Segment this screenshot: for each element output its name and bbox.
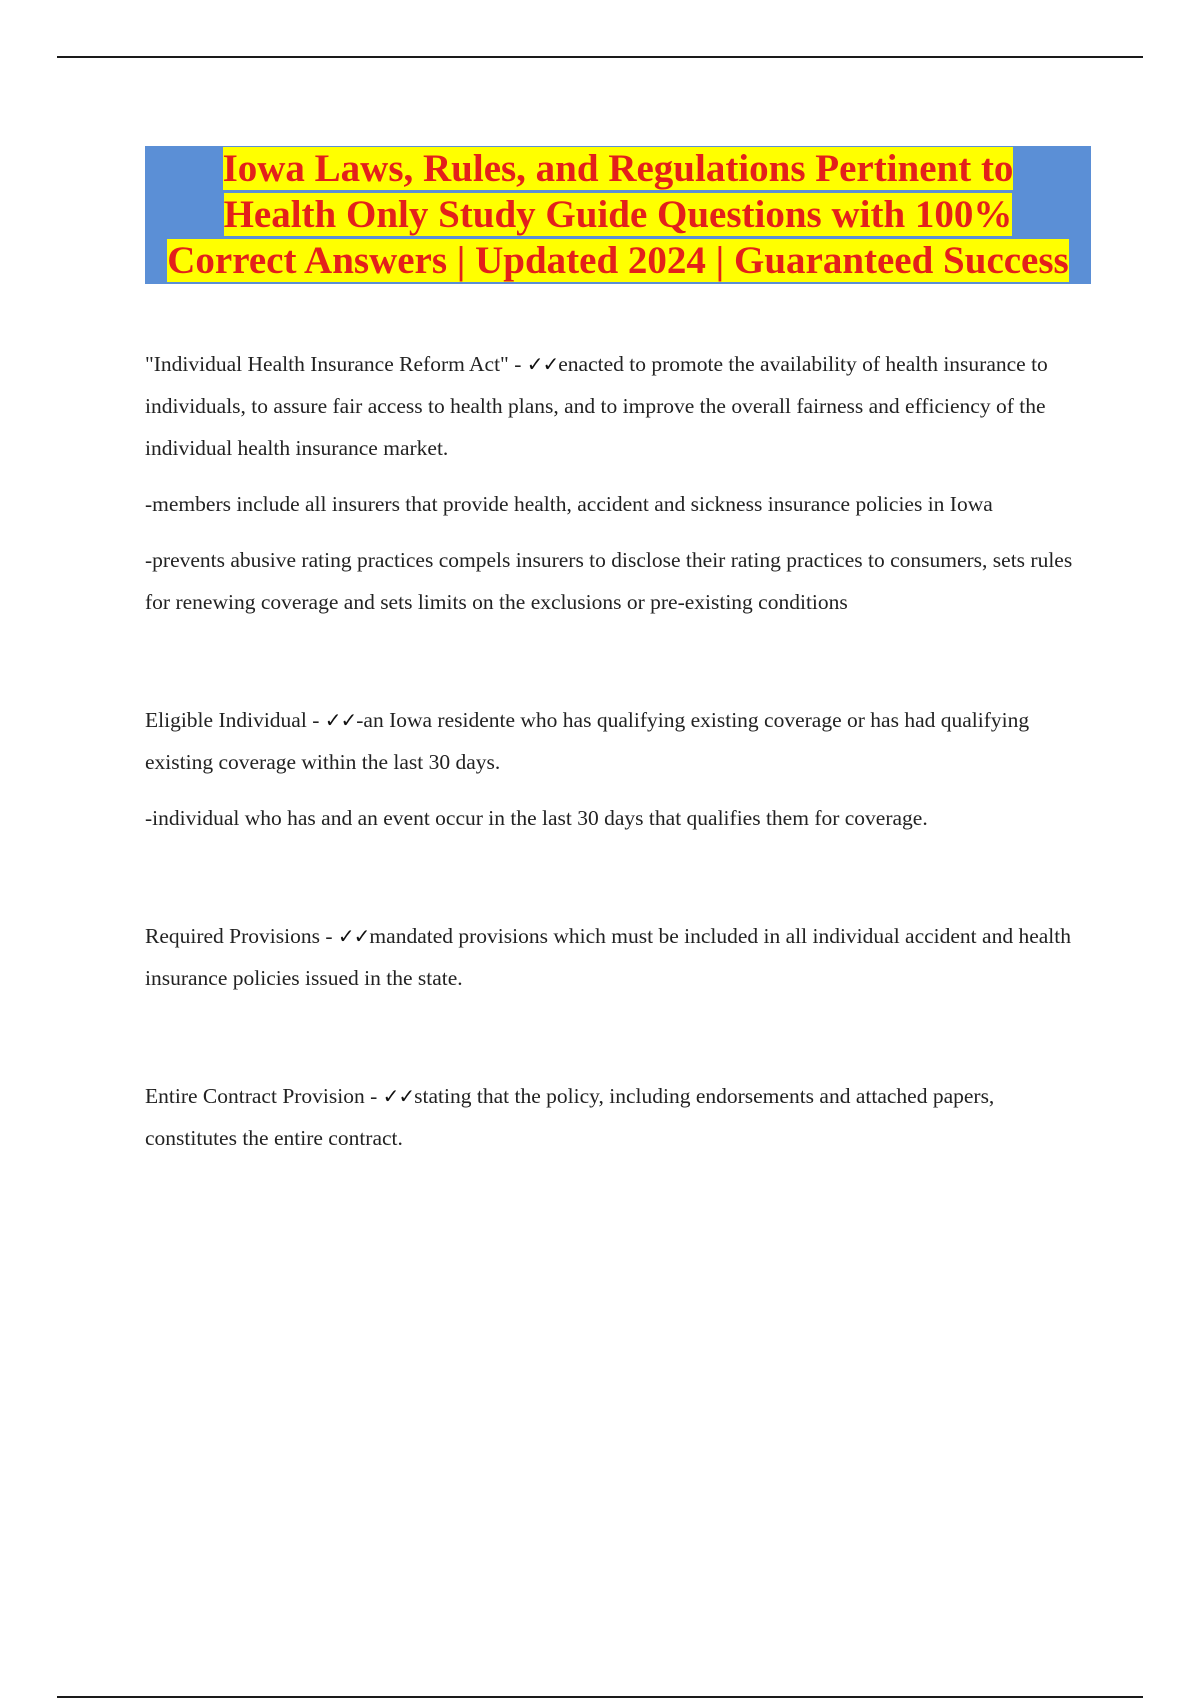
entry-term: Entire Contract Provision - <box>145 1084 383 1108</box>
entry-definition-paragraph <box>145 343 1090 469</box>
check-mark-icon: ✓✓ <box>526 352 559 376</box>
entry-term: "Individual Health Insurance Reform Act" - <box>145 352 527 376</box>
check-mark-icon: ✓✓ <box>324 708 357 732</box>
entry-note: -individual who has and an event occur in the last 30 days that qualifies them for coverage. <box>145 806 928 830</box>
entry-note: -members include all insurers that provide health, accident and sickness insurance policies in Iowa <box>145 492 993 516</box>
entry-definition: enacted to promote the availability of health insurance to individuals, to assure fair access to health plans, and to improve the overall fairness and efficiency of the individual health insurance market. <box>145 352 1048 460</box>
header-rule <box>57 56 1143 58</box>
check-mark-icon: ✓✓ <box>382 1084 415 1108</box>
footer-rule <box>57 1696 1143 1698</box>
title-line-2: Health Only Study Guide Questions with 100% <box>223 193 1013 236</box>
entry-definition-paragraph <box>145 915 1090 999</box>
entry-definition: stating that the policy, including endorsements and attached papers, constitutes the entire contract. <box>145 1084 995 1150</box>
entry-eligible-individual <box>145 699 1090 839</box>
entry-definition: mandated provisions which must be included in all individual accident and health insurance policies issued in the state. <box>145 924 1071 990</box>
title-line-3: Correct Answers | Updated 2024 | Guaranteed Success <box>167 239 1069 282</box>
entry-individual-health-insurance-reform-act <box>145 343 1090 623</box>
entry-term: Required Provisions - <box>145 924 338 948</box>
entry-definition-paragraph <box>145 1075 1090 1159</box>
entry-note: -prevents abusive rating practices compels insurers to disclose their rating practices to consumers, sets rules for renewing coverage and sets limits on the exclusions or pre-existing conditions <box>145 548 1073 614</box>
entry-term: Eligible Individual - <box>145 708 325 732</box>
entry-entire-contract-provision <box>145 1075 1090 1159</box>
document-title <box>145 146 1091 284</box>
entry-definition-paragraph <box>145 699 1090 783</box>
title-line-1: Iowa Laws, Rules, and Regulations Pertinent to <box>222 147 1014 190</box>
entry-required-provisions <box>145 915 1090 999</box>
entry-definition: -an Iowa residente who has qualifying existing coverage or has had qualifying existing coverage within the last 30 days. <box>145 708 1030 774</box>
study-guide-content <box>145 343 1090 1159</box>
check-mark-icon: ✓✓ <box>337 924 370 948</box>
